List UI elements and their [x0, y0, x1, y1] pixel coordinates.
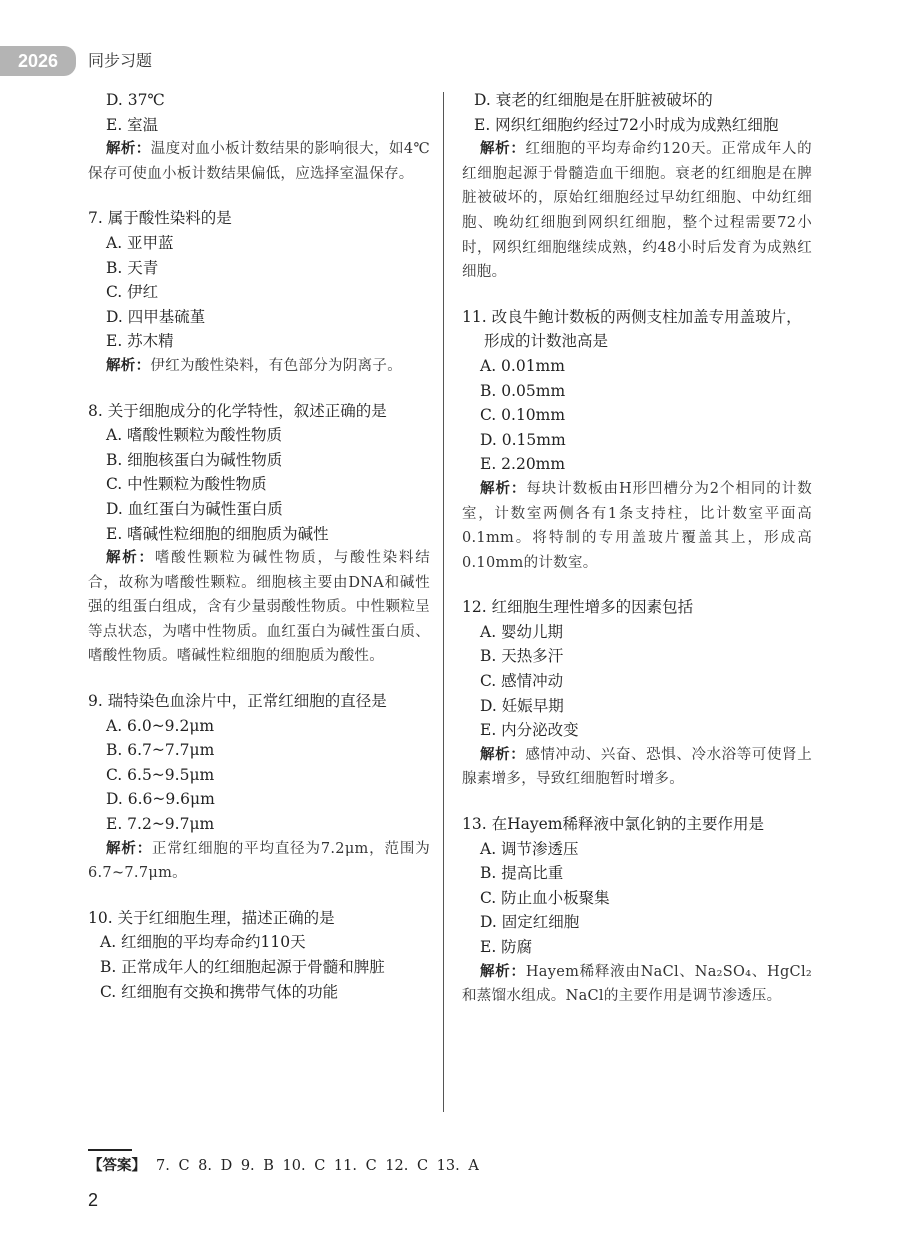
question-12 — [462, 595, 812, 792]
option-a: A. 嗜酸性颗粒为酸性物质 — [106, 426, 283, 445]
running-header-title: 同步习题 — [88, 51, 153, 70]
right-column — [462, 88, 812, 1009]
option-e: E. 内分泌改变 — [480, 721, 579, 740]
option-a: A. 红细胞的平均寿命约110天 — [100, 933, 306, 952]
option-a: A. 亚甲蓝 — [106, 233, 174, 252]
option-a: A. 婴幼儿期 — [480, 622, 564, 641]
option-a: A. 0.01mm — [480, 356, 565, 375]
option-b: B. 0.05mm — [480, 381, 566, 400]
explanation-text: 嗜酸性颗粒为碱性物质，与酸性染料结合，故称为嗜酸性颗粒。细胞核主要由DNA和碱性强的组蛋白组成，含有少量弱酸性物质。中性颗粒呈等点状态，为嗜中性物质。血红蛋白为碱性蛋白质、嗜酸性物质。嗜碱性粒细胞的细胞质为酸性。 — [88, 550, 430, 665]
option-c: C. 中性颗粒为酸性物质 — [106, 475, 267, 494]
option-e: E. 防腐 — [480, 938, 533, 956]
question-stem: 13. 在Hayem稀释液中氯化钠的主要作用是 — [462, 815, 764, 834]
option-b: B. 天青 — [106, 258, 159, 277]
option-e: E. 嗜碱性粒细胞的细胞质为碱性 — [106, 524, 329, 543]
option-d: D. 6.6~9.6μm — [106, 790, 215, 809]
explanation — [462, 477, 812, 575]
explanation-text: 每块计数板由H形凹槽分为2个相同的计数室，计数室两侧各有1条支持柱，比计数室平面高0.1mm。将特制的专用盖玻片覆盖其上，形成高0.10mm的计数室。 — [462, 480, 812, 571]
explanation-text: 感情冲动、兴奋、恐惧、冷水浴等可使肾上腺素增多，导致红细胞暂时增多。 — [462, 746, 813, 788]
explanation-text: 伊红为酸性染料，有色部分为阴离子。 — [150, 357, 403, 374]
year-badge: 2026 — [0, 46, 76, 76]
left-column — [88, 88, 430, 1004]
page-number: 2 — [88, 1190, 99, 1210]
question-13 — [462, 812, 812, 1009]
explanation-label: 解析： — [106, 839, 153, 857]
option-c: C. 0.10mm — [480, 406, 566, 425]
option-a: A. 6.0~9.2μm — [106, 716, 215, 735]
question-stem: 7. 属于酸性染料的是 — [88, 209, 232, 228]
option-b: B. 正常成年人的红细胞起源于骨髓和脾脏 — [100, 958, 385, 976]
explanation — [88, 137, 430, 186]
option-c: C. 伊红 — [106, 283, 159, 302]
option-b: B. 6.7~7.7μm — [106, 741, 215, 760]
answer-key-rule — [88, 1149, 132, 1151]
explanation-text: 正常红细胞的平均直径为7.2μm，范围为6.7~7.7μm。 — [88, 840, 430, 882]
question-8 — [88, 399, 430, 670]
question-10-continued — [462, 88, 812, 285]
question-stem: 12. 红细胞生理性增多的因素包括 — [462, 598, 694, 617]
explanation-text: 温度对血小板计数结果的影响很大，如4℃保存可使血小板计数结果偏低，应选择室温保存。 — [88, 141, 430, 182]
explanation-text: Hayem稀释液由NaCl、Na₂SO₄、HgCl₂和蒸馏水组成。NaCl的主要作用是调节渗透压。 — [462, 963, 812, 1005]
explanation — [88, 354, 430, 379]
option-e: E. 苏木精 — [106, 332, 174, 351]
question-stem: 8. 关于细胞成分的化学特性，叙述正确的是 — [88, 401, 387, 420]
option-d: D. 0.15mm — [480, 430, 566, 449]
answer-key-label: 【答案】 — [88, 1158, 146, 1174]
option-d: D. 衰老的红细胞是在肝脏被破坏的 — [474, 91, 713, 109]
column-divider — [443, 92, 444, 1112]
question-10 — [88, 906, 430, 1004]
option-c: C. 感情冲动 — [480, 672, 564, 691]
option-e: E. 网织红细胞约经过72小时成为成熟红细胞 — [474, 115, 779, 134]
option-c: C. 红细胞有交换和携带气体的功能 — [100, 982, 339, 1001]
explanation — [88, 546, 430, 669]
option-c: C. 6.5~9.5μm — [106, 765, 215, 784]
option-b: B. 细胞核蛋白为碱性物质 — [106, 450, 283, 469]
explanation-label: 解析： — [106, 549, 155, 567]
question-stem: 10. 关于红细胞生理，描述正确的是 — [88, 908, 335, 927]
question-stem: 9. 瑞特染色血涂片中，正常红细胞的直径是 — [88, 692, 387, 711]
option-e: E. 7.2~9.7μm — [106, 815, 215, 834]
option-b: B. 提高比重 — [480, 864, 564, 883]
question-6-continued — [88, 88, 430, 186]
explanation-label: 解析： — [480, 140, 526, 158]
option-d: D. 妊娠早期 — [480, 696, 564, 715]
explanation — [462, 743, 812, 792]
question-stem: 11. 改良牛鲍计数板的两侧支柱加盖专用盖玻片，形成的计数池高是 — [462, 307, 802, 351]
explanation — [88, 837, 430, 886]
explanation-label: 解析： — [480, 745, 526, 763]
option-a: A. 调节渗透压 — [480, 839, 579, 858]
option-e: E. 2.20mm — [480, 455, 566, 474]
explanation — [462, 137, 812, 285]
explanation-label: 解析： — [480, 479, 527, 497]
option-c: C. 防止血小板聚集 — [480, 888, 610, 907]
answer-key-text: 7. C 8. D 9. B 10. C 11. C 12. C 13. A — [156, 1158, 479, 1174]
explanation — [462, 960, 812, 1009]
explanation-text: 红细胞的平均寿命约120天。正常成年人的红细胞起源于骨髓造血干细胞。衰老的红细胞是在脾脏被破坏的，原始红细胞经过早幼红细胞、中幼红细胞、晚幼红细胞到网织红细胞，整个过程需要72小时，网织红细胞继续成熟，约48小时后发育为成熟红细胞。 — [462, 141, 812, 281]
answer-key — [88, 1154, 479, 1175]
option-d: D. 四甲基硫堇 — [106, 307, 206, 326]
explanation-label: 解析： — [480, 962, 526, 980]
question-7 — [88, 206, 430, 378]
option-d: D. 固定红细胞 — [480, 913, 580, 932]
option-d: D. 37℃ — [106, 91, 165, 109]
option-d: D. 血红蛋白为碱性蛋白质 — [106, 499, 283, 518]
explanation-label: 解析： — [106, 356, 151, 374]
option-b: B. 天热多汗 — [480, 647, 564, 666]
option-e: E. 室温 — [106, 115, 159, 134]
explanation-label: 解析： — [106, 140, 151, 158]
question-9 — [88, 689, 430, 886]
question-11 — [462, 305, 812, 576]
